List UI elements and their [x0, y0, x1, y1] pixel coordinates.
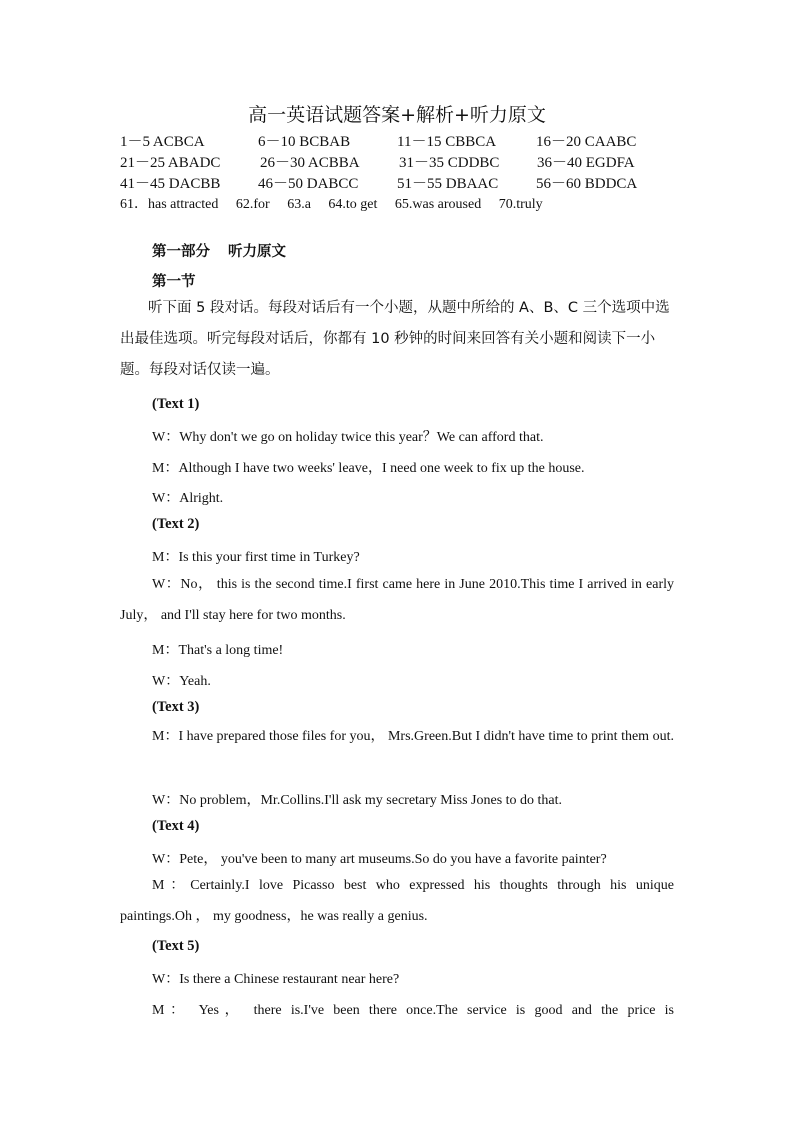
answer-group: 46－50 DABCC [258, 176, 359, 192]
section-name: 听力原文 [228, 244, 286, 260]
instructions-text: 听下面 5 段对话。每段对话后有一个小题，从题中所给的 A、B、C 三个选项中选出最佳选项。听完每段对话后，你都有 10 秒钟的时间来回答有关小题和阅读下一小题。每段对话仅读一遍。 [120, 300, 670, 378]
section-part: 第一部分 [152, 244, 210, 260]
page-title: 高一英语试题答案+解析+听力原文 [248, 104, 546, 126]
answer-group: 1－5 ACBCA [120, 134, 205, 150]
text-label: (Text 1) [152, 396, 200, 412]
dialogue-line: M： Yes， there is.I've been there once.The service is good and the price is [152, 1003, 674, 1018]
answer-group: 11－15 CBBCA [397, 134, 497, 150]
fill-in-answer: 63.a [287, 197, 311, 212]
dialogue-line: W：Alright. [152, 491, 224, 506]
answer-group: 6－10 BCBAB [258, 134, 351, 150]
dialogue-line: M：Certainly.I love Picasso best who expressed his thoughts through his unique paintings.Oh ， my goodness，he was really a genius. [120, 878, 674, 924]
answer-group: 56－60 BDDCA [536, 176, 638, 192]
dialogue-line: M：Although I have two weeks' leave，I need one week to fix up the house. [152, 461, 585, 476]
answer-group: 41－45 DACBB [120, 176, 221, 192]
dialogue-line: W：No， this is the second time.I first came here in June 2010.This time I arrived in early July， and I'll stay here for two months. [120, 577, 674, 623]
fill-in-answers [120, 193, 557, 213]
dialogue-line: W：Pete， you've been to many art museums.So do you have a favorite painter? [152, 852, 607, 867]
section-heading [152, 240, 286, 261]
text-label: (Text 3) [152, 699, 200, 715]
dialogue-line: M：Is this your first time in Turkey? [152, 550, 360, 565]
dialogue-line: W：Yeah. [152, 674, 211, 689]
fill-in-answer: 61．has attracted [120, 197, 219, 212]
answer-group: 21－25 ABADC [120, 155, 221, 171]
text-label: (Text 2) [152, 516, 200, 532]
dialogue-line: M：That's a long time! [152, 643, 284, 658]
text-label: (Text 5) [152, 938, 200, 954]
fill-in-answer: 70.truly [498, 197, 543, 212]
answer-group: 36－40 EGDFA [537, 155, 635, 171]
answer-group: 51－55 DBAAC [397, 176, 499, 192]
dialogue-line: W：Why don't we go on holiday twice this year？We can afford that. [152, 430, 544, 445]
answer-group: 26－30 ACBBA [260, 155, 360, 171]
dialogue-line: W：Is there a Chinese restaurant near here? [152, 972, 400, 987]
text-label: (Text 4) [152, 818, 200, 834]
answer-group: 31－35 CDDBC [399, 155, 500, 171]
fill-in-answer: 64.to get [328, 197, 378, 212]
subsection-heading: 第一节 [152, 274, 196, 290]
fill-in-answer: 62.for [235, 197, 270, 212]
answer-group: 16－20 CAABC [536, 134, 637, 150]
dialogue-line: W：No problem，Mr.Collins.I'll ask my secretary Miss Jones to do that. [152, 793, 563, 808]
dialogue-line: M：I have prepared those files for you， Mrs.Green.But I didn't have time to print them out. [152, 729, 674, 744]
fill-in-answer: 65.was aroused [394, 197, 482, 212]
instructions-paragraph [120, 293, 674, 386]
